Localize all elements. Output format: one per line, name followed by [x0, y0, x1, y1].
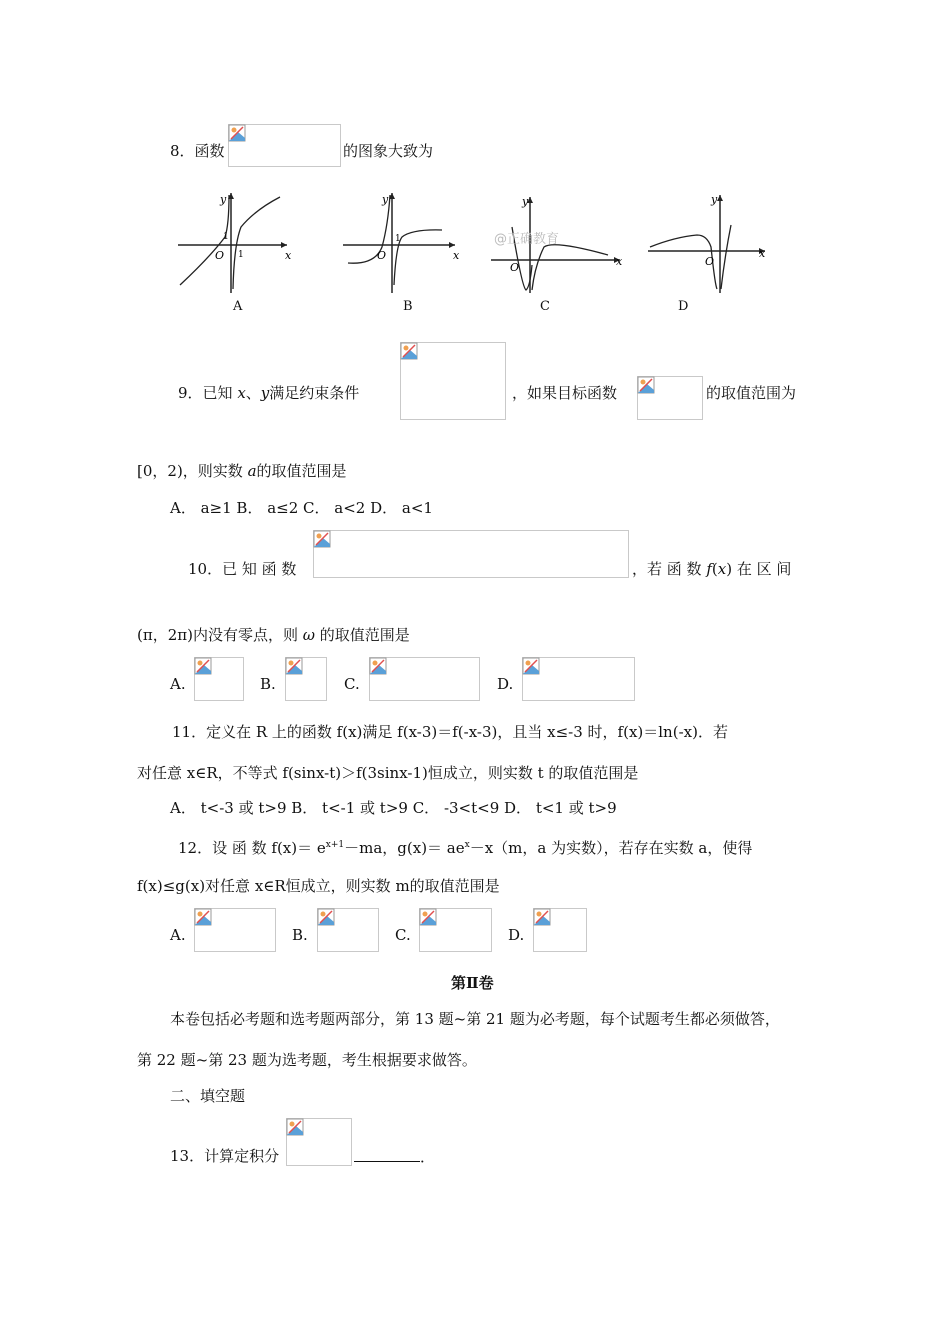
y-label: y — [220, 193, 227, 206]
answer-blank[interactable] — [354, 1145, 420, 1162]
q11-line1: 11．定义在 R 上的函数 f(x)满足 f(x-3)＝f(-x-3)，且当 x≤-3 时，f(x)＝ln(-x)．若 — [172, 723, 728, 741]
origin-label: O — [377, 249, 387, 262]
q8-number: 8．函数 — [170, 142, 225, 160]
q12-exponent: x — [464, 840, 470, 850]
option-d-label: D — [678, 299, 689, 314]
var-a: a — [247, 462, 257, 480]
broken-image-icon — [285, 657, 303, 675]
q10-opt-c-image — [369, 657, 480, 701]
q9-text: 的取值范围是 — [256, 462, 347, 480]
section-title: 第Ⅱ卷 — [451, 974, 494, 992]
q12-opt-b-image — [317, 908, 379, 952]
q12-text: －x（m，a 为实数），若存在实数 a，使得 — [469, 839, 753, 857]
y-label: y — [522, 195, 529, 208]
q10-opt-a-image — [194, 657, 244, 701]
q9-constraint-image — [400, 342, 506, 420]
q10-text: 的取值范围是 — [314, 626, 410, 644]
graph-b — [340, 185, 460, 295]
broken-image-icon — [400, 342, 418, 360]
x-label: x — [453, 249, 460, 262]
q12-opt-d-image — [533, 908, 587, 952]
q13-text: 13．计算定积分 — [170, 1147, 280, 1165]
q13-answer — [354, 1145, 435, 1168]
tick-one-y: 1 — [223, 232, 229, 242]
broken-image-icon — [317, 908, 335, 926]
func-f: f — [706, 560, 712, 578]
tick-one-x: 1 — [238, 250, 244, 260]
section-heading: 二、填空题 — [170, 1087, 246, 1105]
q12-exponent: x+1 — [325, 840, 345, 850]
q12-opt-c-image — [419, 908, 492, 952]
broken-image-icon — [286, 1118, 304, 1136]
x-label: x — [616, 255, 623, 268]
q12-opt-a: A. — [170, 926, 186, 944]
q9-text: 9．已知 — [178, 384, 238, 402]
var-omega: ω — [302, 626, 315, 644]
var-x: x — [717, 560, 727, 578]
var-x: x — [237, 384, 246, 402]
x-label: x — [759, 247, 766, 260]
q12-opt-b: B. — [292, 926, 308, 944]
broken-image-icon — [313, 530, 331, 548]
broken-image-icon — [369, 657, 387, 675]
q10-opt-c: C. — [344, 675, 360, 693]
broken-image-icon — [228, 124, 246, 142]
q12-opt-c: C. — [395, 926, 411, 944]
q12-line1 — [178, 834, 752, 859]
broken-image-icon — [194, 908, 212, 926]
x-label: x — [285, 249, 292, 262]
q10-line2 — [137, 624, 410, 646]
q12-text: 12．设 函 数 f(x)＝ e — [178, 839, 326, 857]
q11-options: A． t<-3 或 t>9 B． t<-1 或 t>9 C． -3<t<9 D． t<1 或 t>9 — [170, 799, 617, 817]
broken-image-icon — [419, 908, 437, 926]
broken-image-icon — [194, 657, 212, 675]
q9-line1-start — [178, 382, 359, 404]
y-label: y — [382, 193, 389, 206]
separator: 、 — [245, 384, 261, 402]
q8-stem — [170, 140, 225, 162]
q12-text: －ma，g(x)＝ ae — [344, 839, 465, 857]
tick-one-y: 1 — [395, 234, 401, 244]
origin-label: O — [215, 249, 225, 262]
q9-line1-mid: ，如果目标函数 — [512, 384, 618, 402]
origin-label: O — [510, 261, 520, 274]
q9-line2 — [137, 460, 347, 482]
q10-line1-end: ，若 函 数 f(x) 在 区 间 — [632, 560, 792, 578]
q9-line1-end: 的取值范围为 — [706, 384, 797, 402]
q8-suffix: 的图象大致为 — [343, 142, 434, 160]
q10-text: 在 区 间 — [732, 560, 792, 578]
option-c-label: C — [540, 299, 550, 314]
origin-label: O — [705, 255, 715, 268]
q10-opt-d: D. — [497, 675, 514, 693]
q12-opt-d: D. — [508, 926, 525, 944]
graph-d — [645, 185, 770, 295]
q10-text: (π，2π)内没有零点，则 — [137, 626, 303, 644]
q9-objective-image — [637, 376, 703, 420]
q10-function-image — [313, 530, 629, 578]
var-y: y — [260, 384, 270, 402]
broken-image-icon — [637, 376, 655, 394]
q13-integral-image — [286, 1118, 352, 1166]
broken-image-icon — [533, 908, 551, 926]
q12-opt-a-image — [194, 908, 276, 952]
q11-line2: 对任意 x∈R，不等式 f(sinx-t)＞f(3sinx-1)恒成立，则实数 t 的取值范围是 — [137, 764, 639, 782]
q10-opt-b-image — [285, 657, 327, 701]
q9-options: A． a≥1 B． a≤2 C． a<2 D． a<1 — [170, 499, 433, 517]
broken-image-icon — [522, 657, 540, 675]
section-paragraph-line2: 第 22 题~第 23 题为选考题，考生根据要求做答。 — [137, 1051, 477, 1069]
q10-line1-start: 10．已 知 函 数 — [188, 560, 297, 578]
q13-period: ． — [420, 1148, 436, 1166]
q10-opt-a: A. — [170, 675, 186, 693]
q10-opt-b: B. — [260, 675, 276, 693]
option-a-label: A — [233, 299, 243, 314]
q10-opt-d-image — [522, 657, 635, 701]
q9-text: 满足约束条件 — [269, 384, 360, 402]
option-b-label: B — [403, 299, 413, 314]
y-label: y — [711, 193, 718, 206]
graph-a — [175, 185, 295, 295]
q10-text: ，若 函 数 — [632, 560, 707, 578]
watermark: @正确教育 — [494, 232, 560, 247]
q12-line2: f(x)≤g(x)对任意 x∈R恒成立，则实数 m的取值范围是 — [137, 877, 500, 895]
q9-text: [0，2)，则实数 — [137, 462, 248, 480]
q8-formula-image — [228, 124, 341, 167]
section-paragraph-line1: 本卷包括必考题和选考题两部分，第 13 题~第 21 题为必考题，每个试题考生都必须做答， — [170, 1010, 780, 1028]
